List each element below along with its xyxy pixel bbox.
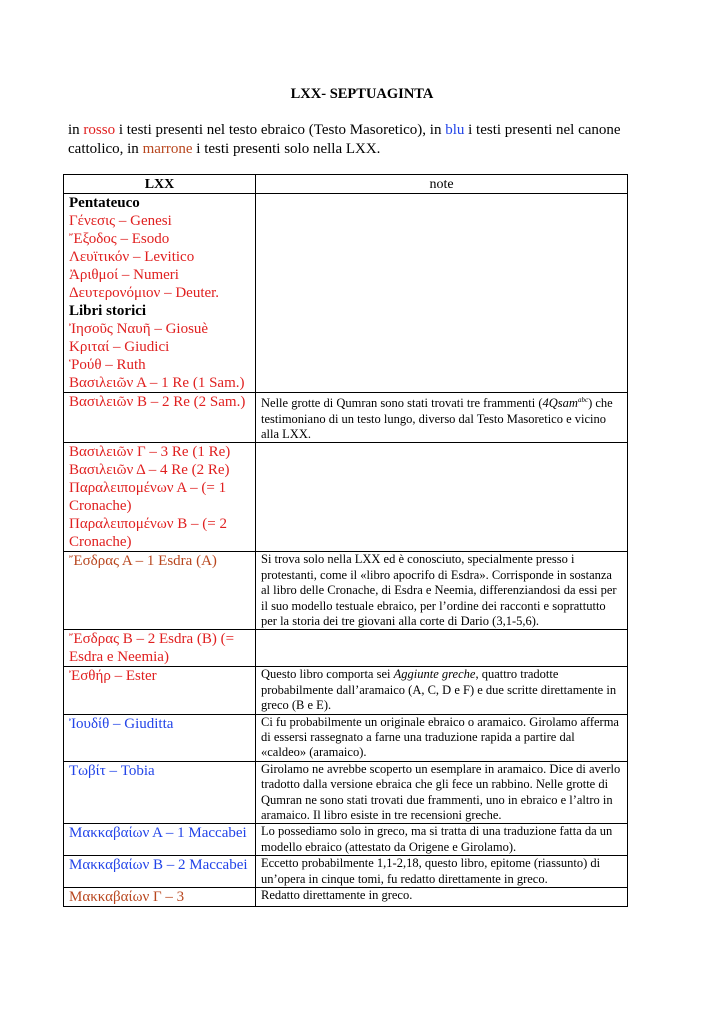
book-note: Questo libro comporta sei Aggiunte greche, quattro tradotte probabilmente dall’aramaico (A, C, D e F) e due scritte direttamente in greco (B e E). bbox=[261, 667, 617, 713]
book-title: Βασιλειῶν Δ – 4 Re (2 Re) bbox=[69, 462, 230, 479]
note-cell bbox=[256, 761, 628, 824]
lxx-cell bbox=[64, 443, 256, 552]
table-row bbox=[64, 552, 628, 630]
lxx-cell bbox=[64, 714, 256, 761]
book-title: Μακκαβαίων Α – 1 Maccabei bbox=[69, 825, 247, 842]
book-note: Redatto direttamente in greco. bbox=[261, 888, 413, 903]
page-title: LXX- SEPTUAGINTA bbox=[290, 86, 434, 102]
book-title: Βασιλειῶν Γ – 3 Re (1 Re) bbox=[69, 444, 231, 461]
table-row bbox=[64, 667, 628, 714]
book-title: Δευτερονόμιον – Deuter. bbox=[69, 285, 220, 301]
book-title: Ἔσδρας Α – 1 Esdra (A) bbox=[69, 553, 217, 570]
table-row bbox=[64, 630, 628, 667]
note-cell bbox=[256, 714, 628, 761]
table-row bbox=[64, 856, 628, 888]
book-note: Girolamo ne avrebbe scoperto un esemplare in aramaico. Dice di averlo tradotto dalla versione ebraica che gli fece un rabbino. Nelle grotte di Qumran ne sono stati trovati due frammenti, uno in ebraico e l’altro in aramaico. Il libro esiste in tre recensioni greche. bbox=[261, 761, 621, 823]
note-cell bbox=[256, 194, 628, 393]
lxx-cell bbox=[64, 667, 256, 714]
lxx-cell bbox=[64, 630, 256, 667]
lxx-cell bbox=[64, 761, 256, 824]
book-title: Ἰουδίθ – Giuditta bbox=[69, 715, 174, 732]
lxx-cell bbox=[64, 856, 256, 888]
note-cell bbox=[256, 552, 628, 630]
table-row bbox=[64, 824, 628, 856]
book-title: Βασιλειῶν Α – 1 Re (1 Sam.) bbox=[69, 375, 245, 391]
book-title: Γένεσις – Genesi bbox=[69, 213, 172, 229]
book-title: Παραλειπομένων Α – (= 1 Cronache) bbox=[69, 480, 227, 515]
book-note: Si trova solo nella LXX ed è conosciuto, specialmente presso i protestanti, come il «libro apocrifo di Esdra». Corrisponde in sostanza al libro delle Cronache, di Esdra e Neemia, differenziandosi da essi per il suo modello testuale ebraico, per l’ordine dei racconti e soprattutto per la storia dei tre giovani alla corte di Dario (3,1-5,6). bbox=[261, 552, 617, 628]
book-title: Ἰησοῦς Ναυῆ – Giosuè bbox=[69, 321, 209, 337]
lxx-cell bbox=[64, 888, 256, 907]
red-legend-word: rosso bbox=[83, 122, 116, 138]
book-title: Κριταί – Giudici bbox=[69, 339, 170, 355]
note-cell bbox=[256, 824, 628, 856]
header-note: note bbox=[256, 175, 628, 194]
books-table bbox=[63, 174, 628, 907]
lxx-cell bbox=[64, 552, 256, 630]
book-title: Ἀριθμοί – Numeri bbox=[69, 267, 179, 283]
book-title: Μακκαβαίων Γ – 3 bbox=[69, 889, 185, 906]
table-header-row bbox=[64, 175, 628, 194]
book-note: Lo possediamo solo in greco, ma si tratta di una traduzione fatta da un modello ebraico (attestato da Origene e Girolamo). bbox=[261, 824, 613, 854]
note-cell bbox=[256, 393, 628, 443]
note-cell bbox=[256, 856, 628, 888]
book-title: Τωβίτ – Tobia bbox=[69, 762, 155, 779]
book-title: Ῥούθ – Ruth bbox=[69, 357, 146, 373]
book-title: Ἔξοδος – Esodo bbox=[69, 231, 170, 247]
book-title: Μακκαβαίων Β – 2 Maccabei bbox=[69, 857, 248, 874]
note-cell bbox=[256, 443, 628, 552]
lxx-cell bbox=[64, 194, 256, 393]
lxx-cell bbox=[64, 824, 256, 856]
table-row bbox=[64, 393, 628, 443]
table-row bbox=[64, 443, 628, 552]
book-note: Nelle grotte di Qumran sono stati trovati tre frammenti (4Qsam$^{abc}$) che testimoniano di un testo lungo, diverso dal Testo Masoretico e vicino alla LXX. bbox=[261, 396, 613, 441]
table-row bbox=[64, 194, 628, 393]
table-row bbox=[64, 714, 628, 761]
blue-legend-word: blu bbox=[445, 122, 465, 138]
book-title: Λευϊτικόν – Levitico bbox=[69, 249, 195, 265]
table-row bbox=[64, 761, 628, 824]
table-row bbox=[64, 888, 628, 907]
note-cell bbox=[256, 667, 628, 714]
section-heading: Pentateuco bbox=[69, 195, 140, 211]
section-heading: Libri storici bbox=[69, 303, 147, 319]
note-cell bbox=[256, 888, 628, 907]
book-title: Ἐσθήρ – Ester bbox=[69, 668, 157, 685]
book-note: Ci fu probabilmente un originale ebraico o aramaico. Girolamo afferma di essersi rassegnato a farne una traduzione rapida a partire dal «caldeo» (aramaico). bbox=[261, 714, 619, 760]
lxx-cell bbox=[64, 393, 256, 443]
book-note: Eccetto probabilmente 1,1-2,18, questo libro, epitome (riassunto) di un’opera in cinque tomi, fu redatto direttamente in greco. bbox=[261, 856, 601, 886]
book-title: Ἔσδρας Β – 2 Esdra (B) (= Esdra e Neemia) bbox=[69, 631, 235, 666]
header-lxx: LXX bbox=[64, 175, 256, 194]
brown-legend-word: marrone bbox=[142, 141, 193, 157]
intro-paragraph: in rosso i testi presenti nel testo ebraico (Testo Masoretico), in blu i testi presenti nel canone cattolico, in marrone i testi presenti solo nella LXX. bbox=[68, 122, 621, 157]
book-title: Βασιλειῶν Β – 2 Re (2 Sam.) bbox=[69, 394, 246, 410]
note-cell bbox=[256, 630, 628, 667]
book-title: Παραλειπομένων Β – (= 2 Cronache) bbox=[69, 516, 227, 551]
